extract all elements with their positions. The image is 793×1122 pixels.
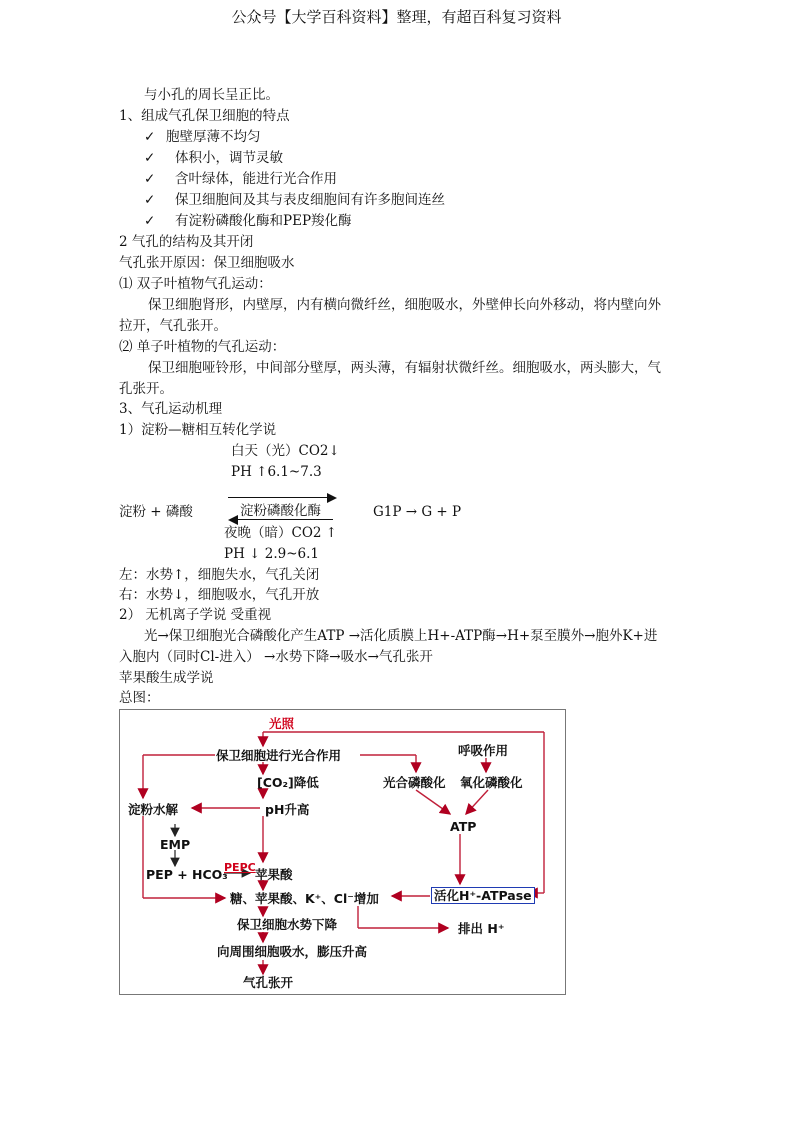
bullet-item: [144, 212, 352, 230]
atpase-node: 活化H⁺-ATPase: [431, 887, 535, 904]
text-line: 苹果酸生成学说: [119, 670, 214, 686]
emp-node: EMP: [160, 837, 191, 852]
text-line: 1）淀粉—糖相互转化学说: [119, 422, 277, 438]
co2-drop-node: [CO₂]降低: [257, 775, 319, 790]
bullet-item: [144, 191, 445, 209]
reverse-arrow-line: [238, 519, 333, 520]
page-header: 公众号【大学百科资料】整理，有超百科复习资料: [231, 8, 562, 26]
bullet-item: [144, 170, 337, 188]
text-line: 入胞内（同时Cl-进入） →水势下降→吸水→气孔张开: [119, 649, 433, 665]
arrow-right-icon: [327, 493, 337, 503]
text-line: ⑴ 双子叶植物气孔运动：: [119, 276, 272, 292]
reaction-products: G1P → G + P: [373, 504, 462, 520]
bullet-text: 含叶绿体，能进行光合作用: [175, 171, 337, 187]
light-label: 光照: [269, 716, 295, 731]
bullet-text: 保卫细胞间及其与表皮细胞间有许多胞间连丝: [175, 192, 445, 208]
water-potential-node: 保卫细胞水势下降: [237, 917, 338, 932]
bullet-item: [144, 149, 283, 167]
text-line: 光→保卫细胞光合磷酸化产生ATP →活化质膜上H+-ATP酶→H+泵至膜外→胞外K+进: [144, 628, 658, 644]
check-icon: ✓: [144, 213, 156, 229]
atp-node: ATP: [450, 819, 477, 834]
text-line: ⑵ 单子叶植物的气孔运动：: [119, 339, 286, 355]
bullet-text: 胞壁厚薄不均匀: [166, 129, 261, 145]
h-efflux-node: 排出 H⁺: [458, 921, 505, 936]
reaction-night-condition: 夜晚（暗）CO2 ↑: [224, 525, 338, 541]
text-line: 总图：: [119, 690, 160, 706]
water-absorption-node: 向周围细胞吸水，膨压升高: [217, 944, 368, 959]
check-icon: ✓: [144, 171, 156, 187]
reaction-enzyme: 淀粉磷酸化酶: [240, 503, 321, 519]
photosynthesis-node: 保卫细胞进行光合作用: [216, 748, 342, 763]
ph-rise-node: pH升高: [265, 802, 310, 817]
photophosphorylation-node: 光合磷酸化: [383, 775, 446, 790]
respiration-node: 呼吸作用: [458, 743, 509, 758]
reaction-day-condition: 白天（光）CO2↓: [231, 443, 340, 459]
section-heading-2: 2 气孔的结构及其开闭: [119, 234, 254, 250]
stomata-open-node: 气孔张开: [243, 975, 294, 990]
text-line-1: 与小孔的周长呈正比。: [144, 87, 279, 103]
reaction-day-ph: PH ↑6.1~7.3: [231, 464, 322, 480]
text-line: 左：水势↑，细胞失水，气孔关闭: [119, 567, 320, 583]
ions-increase-node: 糖、苹果酸、K⁺、Cl⁻增加: [230, 891, 379, 906]
bullet-item: [144, 128, 261, 146]
forward-arrow-line: [228, 497, 328, 498]
check-icon: ✓: [144, 192, 156, 208]
oxidative-phosphorylation-node: 氧化磷酸化: [460, 775, 523, 790]
section-heading-1: 1、组成气孔保卫细胞的特点: [119, 108, 290, 124]
check-icon: ✓: [144, 150, 156, 166]
pepc-enzyme-label: PEPC: [224, 861, 256, 874]
section-heading-3: 3、气孔运动机理: [119, 401, 223, 417]
text-line: 保卫细胞肾形，内壁厚，内有横向微纤丝，细胞吸水，外壁伸长向外移动，将内壁向外: [148, 297, 661, 313]
text-line: 拉开，气孔张开。: [119, 318, 227, 334]
text-line: 孔张开。: [119, 381, 173, 397]
bullet-text: 体积小，调节灵敏: [175, 150, 283, 166]
pep-node: PEP + HCO₃⁻: [146, 867, 235, 882]
check-icon: ✓: [144, 129, 156, 145]
text-line: 右：水势↓，细胞吸水，气孔开放: [119, 587, 320, 603]
text-line: 2） 无机离子学说 受重视: [119, 607, 272, 623]
malate-mechanism-diagram: [119, 709, 566, 995]
reaction-night-ph: PH ↓ 2.9~6.1: [224, 546, 320, 562]
text-line: 气孔张开原因：保卫细胞吸水: [119, 255, 295, 271]
starch-hydrolysis-node: 淀粉水解: [128, 802, 179, 817]
text-line: 保卫细胞哑铃形，中间部分壁厚，两头薄，有辐射状微纤丝。细胞吸水，两头膨大，气: [148, 360, 661, 376]
bullet-text: 有淀粉磷酸化酶和PEP羧化酶: [175, 213, 352, 229]
reaction-reactants: 淀粉 + 磷酸: [119, 504, 193, 520]
malate-node: 苹果酸: [255, 867, 293, 882]
